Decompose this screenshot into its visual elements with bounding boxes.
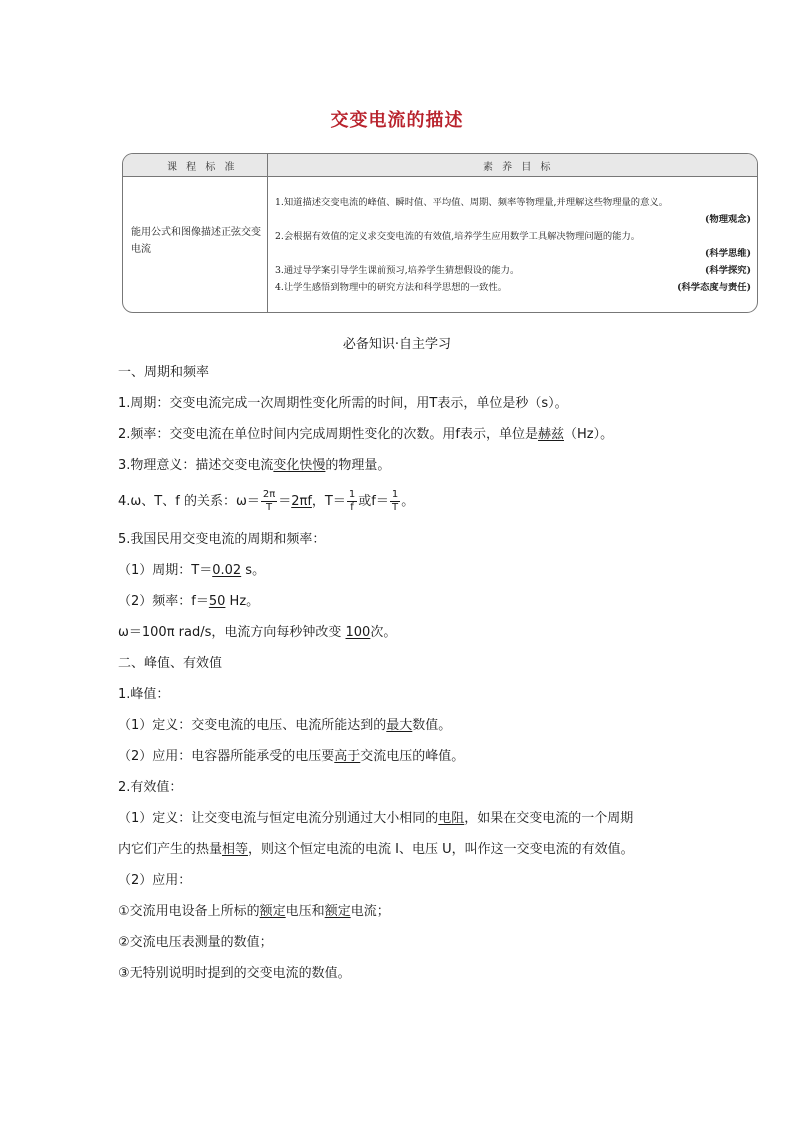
answer-maximum: 最大 (386, 718, 413, 733)
standards-table (122, 153, 758, 313)
text: 2.频率：交变电流在单位时间内完成周期性变化的次数。用f表示，单位是 (118, 427, 538, 442)
answer-rated-2: 额定 (324, 904, 351, 919)
period-definition: 1.周期：交变电流完成一次周期性变化所需的时间，用T表示，单位是秒（s）。 (118, 396, 568, 411)
answer-change-speed: 变化快慢 (273, 458, 326, 473)
goal-2-tag: (科学思维) (705, 248, 751, 259)
column-divider (267, 154, 268, 312)
text: （1）定义：交变电流的电压、电流所能达到的 (118, 718, 387, 733)
part2-heading: 二、峰值、有效值 (118, 656, 223, 671)
text: 3.物理意义：描述交变电流 (118, 458, 274, 473)
curriculum-standard-text: 能用公式和图像描述正弦交变电流 (131, 227, 261, 255)
text: 内它们产生的热量 (118, 842, 223, 857)
header-literacy-goals: 素 养 目 标 (483, 162, 554, 173)
fraction-1-over-t (390, 489, 400, 514)
text: 或f＝ (358, 494, 389, 509)
goal-3-row (275, 262, 751, 279)
fraction-numerator: 1 (348, 489, 356, 500)
fraction-denominator: T (265, 502, 273, 513)
answer-equal: 相等 (222, 842, 249, 857)
text: 数值。 (412, 718, 452, 733)
text: ，T＝ (311, 494, 346, 509)
text: （2）应用：电容器所能承受的电压要 (118, 749, 335, 764)
text: 电流； (350, 904, 390, 919)
effective-application-heading: （2）应用： (118, 873, 192, 888)
answer-period-value: 0.02 (212, 563, 242, 578)
table-header (123, 154, 757, 177)
goal-1-tag: (物理观念) (705, 214, 751, 225)
text: 的物理量。 (325, 458, 391, 473)
text: （Hz）。 (564, 427, 614, 442)
goal-4-text: 4.让学生感悟到物理中的研究方法和科学思想的一致性。 (275, 282, 507, 293)
text: ，如果在交变电流的一个周期 (464, 811, 634, 826)
text: （1）周期：T＝ (118, 563, 213, 578)
text: ①交流用电设备上所标的 (118, 904, 260, 919)
text: （1）定义：让交变电流与恒定电流分别通过大小相同的 (118, 811, 439, 826)
goal-2-text: 2.会根据有效值的定义求交变电流的有效值,培养学生应用数学工具解决物理问题的能力。 (275, 231, 641, 242)
answer-higher-than: 高于 (334, 749, 361, 764)
text: 4.ω、T、f 的关系：ω＝ (118, 494, 260, 509)
frequency-definition (118, 426, 613, 444)
goal-3-text: 3.通过导学案引导学生课前预习,培养学生猜想假设的能力。 (275, 265, 520, 276)
text: 交流电压的峰值。 (360, 749, 465, 764)
peak-heading: 1.峰值： (118, 687, 170, 702)
effective-definition-1 (118, 810, 633, 828)
text: ＝ (278, 494, 292, 509)
answer-2pif: 2πf (291, 494, 312, 509)
goal-4-row (275, 279, 751, 296)
fraction-numerator: 1 (391, 489, 399, 500)
fraction-denominator: T (391, 502, 399, 513)
application-item-1 (118, 903, 390, 921)
angular-frequency-line (118, 624, 396, 642)
peak-definition (118, 717, 451, 735)
application-item-3: ③无特别说明时提到的交变电流的数值。 (118, 966, 351, 981)
text: Hz。 (225, 594, 260, 609)
text: s。 (241, 563, 266, 578)
china-ac-period (118, 562, 265, 580)
fraction-denominator: f (350, 502, 354, 513)
effective-definition-2 (118, 841, 634, 859)
text: 。 (401, 494, 415, 509)
answer-hertz: 赫兹 (537, 427, 564, 442)
text: 电压和 (285, 904, 325, 919)
text: （2）频率：f＝ (118, 594, 209, 609)
relationship-formula (118, 488, 414, 516)
goal-1-text: 1.知道描述交变电流的峰值、瞬时值、平均值、周期、频率等物理量,并理解这些物理量的意义。 (275, 197, 668, 208)
answer-direction-changes: 100 (345, 625, 371, 640)
literacy-goals-list (275, 194, 751, 296)
part1-heading: 一、周期和频率 (118, 365, 210, 380)
china-ac-frequency (118, 593, 259, 611)
section-title: 必备知识·自主学习 (342, 337, 452, 352)
answer-frequency-value: 50 (208, 594, 226, 609)
goal-3-tag: (科学探究) (705, 265, 751, 276)
header-curriculum-standard: 课 程 标 准 (167, 162, 238, 173)
goal-4-tag: (科学态度与责任) (677, 282, 751, 293)
document-title: 交变电流的描述 (330, 110, 464, 131)
physical-meaning (118, 457, 390, 475)
text: 次。 (370, 625, 397, 640)
fraction-numerator: 2π (262, 489, 276, 500)
answer-rated-1: 额定 (259, 904, 286, 919)
answer-resistor: 电阻 (438, 811, 465, 826)
fraction-1-over-f (347, 489, 357, 514)
text: ，则这个恒定电流的电流 I、电压 U，叫作这一交变电流的有效值。 (248, 842, 634, 857)
china-ac-heading: 5.我国民用交变电流的周期和频率： (118, 532, 326, 547)
peak-application (118, 748, 464, 766)
effective-heading: 2.有效值： (118, 780, 183, 795)
text: ω＝100π rad/s，电流方向每秒钟改变 (118, 625, 346, 640)
fraction-2pi-over-t (261, 489, 277, 514)
application-item-2: ②交流电压表测量的数值； (118, 935, 273, 950)
